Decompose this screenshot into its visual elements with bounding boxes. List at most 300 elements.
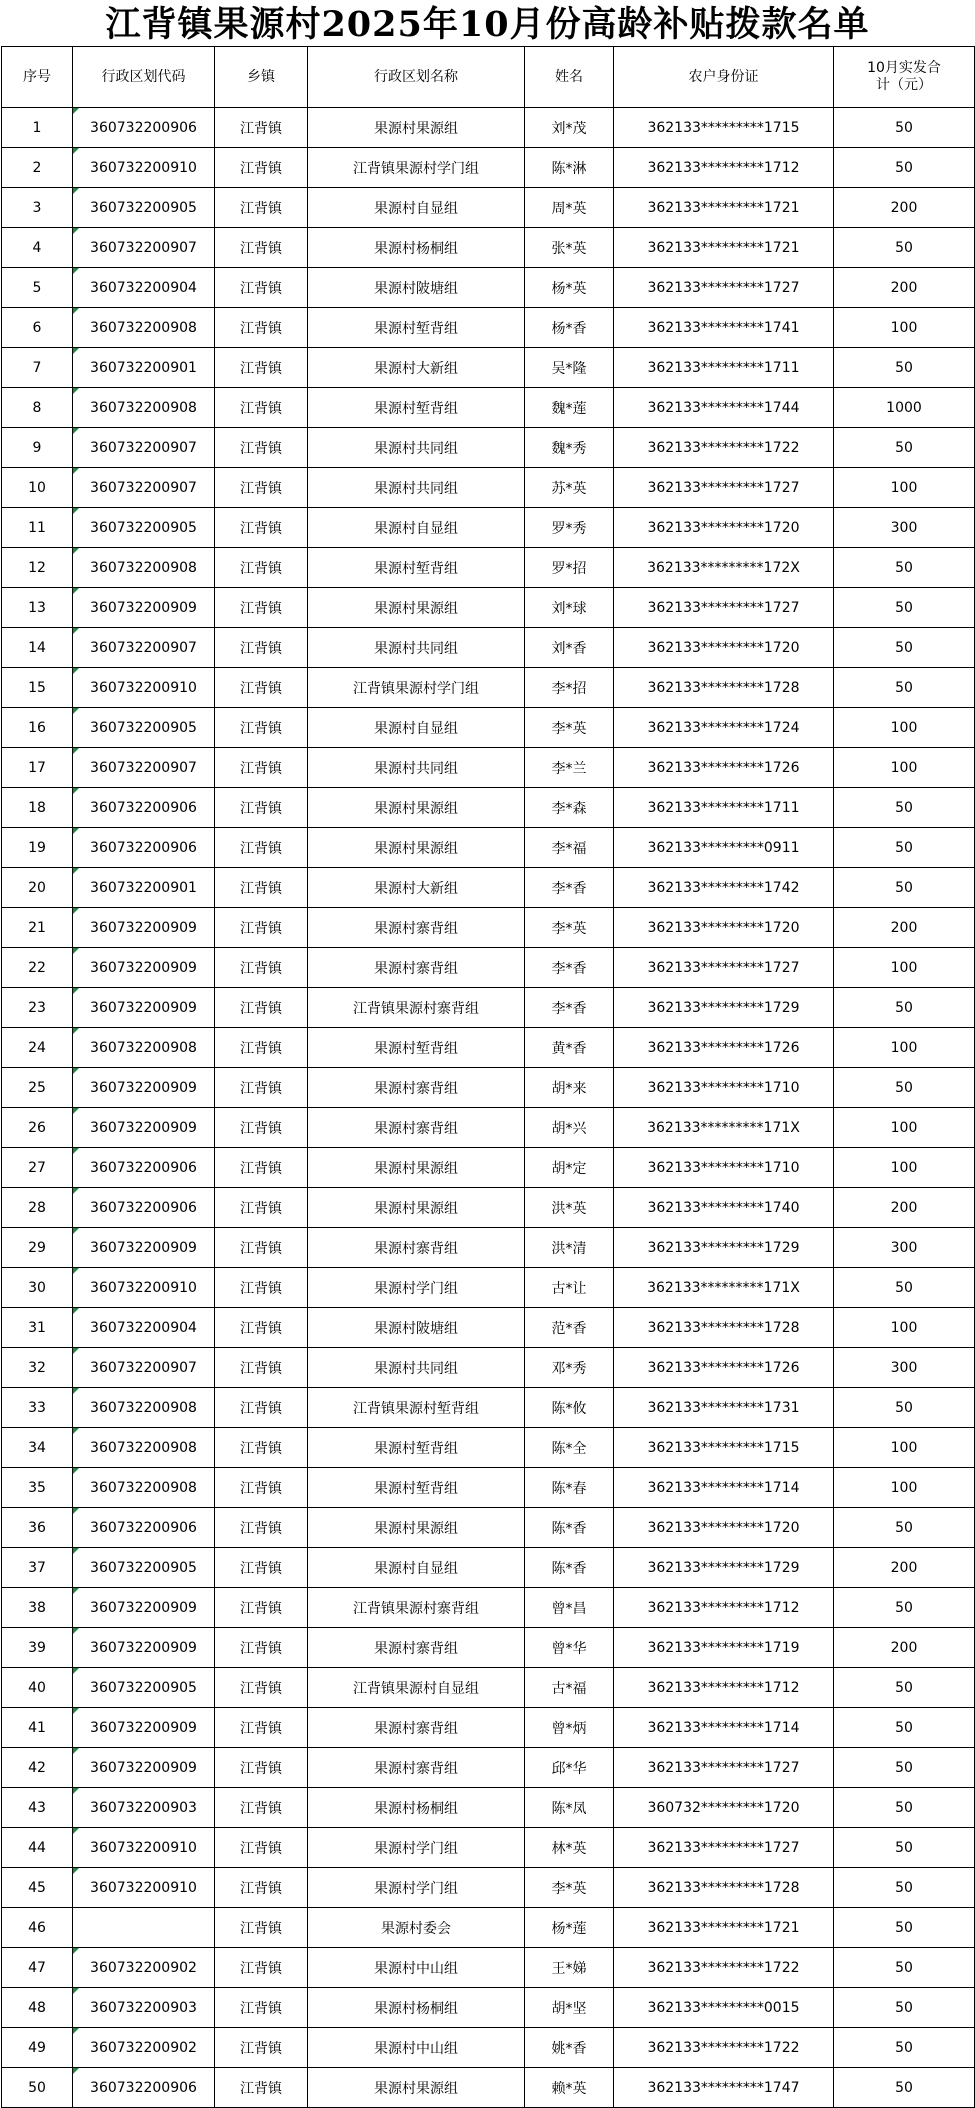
cell-index: 22 xyxy=(2,948,73,988)
cell-amount: 200 xyxy=(834,1628,975,1668)
cell-amount: 50 xyxy=(834,1748,975,1788)
header-town: 乡镇 xyxy=(215,47,308,108)
cell-amount: 200 xyxy=(834,268,975,308)
cell-region-code: 360732200907 xyxy=(73,428,215,468)
cell-town: 江背镇 xyxy=(215,1868,308,1908)
cell-name: 杨*莲 xyxy=(525,1908,614,1948)
cell-town: 江背镇 xyxy=(215,1948,308,1988)
cell-amount: 50 xyxy=(834,668,975,708)
cell-id-card: 362133*********1712 xyxy=(614,148,834,188)
cell-amount: 50 xyxy=(834,1708,975,1748)
cell-name: 张*英 xyxy=(525,228,614,268)
cell-name: 李*香 xyxy=(525,868,614,908)
table-row xyxy=(2,1668,975,1708)
cell-region-code: 360732200908 xyxy=(73,1028,215,1068)
cell-index: 30 xyxy=(2,1268,73,1308)
cell-amount: 50 xyxy=(834,1508,975,1548)
table-row xyxy=(2,1788,975,1828)
cell-id-card: 362133*********1727 xyxy=(614,948,834,988)
cell-region-name: 果源村共同组 xyxy=(308,628,525,668)
cell-region-code: 360732200905 xyxy=(73,508,215,548)
cell-town: 江背镇 xyxy=(215,1548,308,1588)
cell-name: 苏*英 xyxy=(525,468,614,508)
table-row xyxy=(2,1548,975,1588)
cell-index: 36 xyxy=(2,1508,73,1548)
cell-name: 杨*英 xyxy=(525,268,614,308)
cell-town: 江背镇 xyxy=(215,1148,308,1188)
table-row xyxy=(2,948,975,988)
table-row xyxy=(2,1348,975,1388)
cell-name: 罗*秀 xyxy=(525,508,614,548)
cell-town: 江背镇 xyxy=(215,1908,308,1948)
cell-id-card: 362133*********1721 xyxy=(614,1908,834,1948)
cell-town: 江背镇 xyxy=(215,1028,308,1068)
cell-region-name: 果源村中山组 xyxy=(308,1948,525,1988)
cell-index: 5 xyxy=(2,268,73,308)
cell-name: 王*娣 xyxy=(525,1948,614,1988)
cell-amount: 50 xyxy=(834,2028,975,2068)
cell-index: 39 xyxy=(2,1628,73,1668)
cell-amount: 50 xyxy=(834,588,975,628)
table-row xyxy=(2,108,975,148)
cell-id-card: 362133*********0911 xyxy=(614,828,834,868)
cell-region-code: 360732200907 xyxy=(73,228,215,268)
cell-town: 江背镇 xyxy=(215,1388,308,1428)
cell-index: 13 xyxy=(2,588,73,628)
cell-amount: 50 xyxy=(834,1268,975,1308)
cell-region-name: 果源村自显组 xyxy=(308,708,525,748)
cell-name: 胡*坚 xyxy=(525,1988,614,2028)
cell-amount: 50 xyxy=(834,428,975,468)
cell-name: 刘*茂 xyxy=(525,108,614,148)
cell-region-code: 360732200910 xyxy=(73,1268,215,1308)
header-region-name: 行政区划名称 xyxy=(308,47,525,108)
cell-town: 江背镇 xyxy=(215,1468,308,1508)
cell-region-code: 360732200906 xyxy=(73,828,215,868)
cell-region-name: 江背镇果源村自显组 xyxy=(308,1668,525,1708)
cell-amount: 200 xyxy=(834,1188,975,1228)
table-row xyxy=(2,1748,975,1788)
cell-region-name: 果源村寨背组 xyxy=(308,1708,525,1748)
table-row xyxy=(2,348,975,388)
table-row xyxy=(2,1988,975,2028)
cell-region-name: 果源村委会 xyxy=(308,1908,525,1948)
cell-amount: 50 xyxy=(834,348,975,388)
cell-town: 江背镇 xyxy=(215,1708,308,1748)
cell-index: 26 xyxy=(2,1108,73,1148)
cell-index: 50 xyxy=(2,2068,73,2108)
table-row xyxy=(2,1068,975,1108)
table-header-row xyxy=(2,47,975,108)
cell-region-code: 360732200907 xyxy=(73,1348,215,1388)
cell-id-card: 362133*********1728 xyxy=(614,668,834,708)
header-region-code: 行政区划代码 xyxy=(73,47,215,108)
cell-region-name: 果源村自显组 xyxy=(308,508,525,548)
cell-region-name: 果源村共同组 xyxy=(308,428,525,468)
table-row xyxy=(2,508,975,548)
cell-index: 32 xyxy=(2,1348,73,1388)
cell-id-card: 362133*********1712 xyxy=(614,1588,834,1628)
cell-region-code: 360732200909 xyxy=(73,948,215,988)
table-row xyxy=(2,1868,975,1908)
cell-region-code xyxy=(73,1908,215,1948)
cell-town: 江背镇 xyxy=(215,268,308,308)
cell-id-card: 362133*********1720 xyxy=(614,628,834,668)
table-row xyxy=(2,628,975,668)
cell-region-name: 果源村学门组 xyxy=(308,1828,525,1868)
cell-region-name: 江背镇果源村学门组 xyxy=(308,668,525,708)
cell-region-code: 360732200901 xyxy=(73,868,215,908)
cell-region-name: 果源村杨桐组 xyxy=(308,1988,525,2028)
cell-region-code: 360732200901 xyxy=(73,348,215,388)
cell-id-card: 362133*********1714 xyxy=(614,1708,834,1748)
table-row xyxy=(2,708,975,748)
cell-region-name: 果源村寨背组 xyxy=(308,1628,525,1668)
cell-name: 李*森 xyxy=(525,788,614,828)
cell-region-code: 360732200906 xyxy=(73,788,215,828)
cell-region-name: 江背镇果源村堑背组 xyxy=(308,1388,525,1428)
table-row xyxy=(2,1428,975,1468)
table-row xyxy=(2,1628,975,1668)
cell-name: 李*英 xyxy=(525,708,614,748)
cell-amount: 100 xyxy=(834,708,975,748)
cell-id-card: 362133*********1727 xyxy=(614,1748,834,1788)
cell-region-name: 果源村果源组 xyxy=(308,588,525,628)
cell-name: 洪*英 xyxy=(525,1188,614,1228)
cell-id-card: 362133*********1729 xyxy=(614,988,834,1028)
cell-region-code: 360732200905 xyxy=(73,1548,215,1588)
cell-amount: 50 xyxy=(834,1388,975,1428)
cell-id-card: 362133*********1731 xyxy=(614,1388,834,1428)
cell-name: 吴*隆 xyxy=(525,348,614,388)
cell-town: 江背镇 xyxy=(215,308,308,348)
cell-index: 45 xyxy=(2,1868,73,1908)
cell-amount: 100 xyxy=(834,948,975,988)
cell-index: 6 xyxy=(2,308,73,348)
cell-region-code: 360732200909 xyxy=(73,588,215,628)
cell-region-code: 360732200907 xyxy=(73,748,215,788)
table-row xyxy=(2,588,975,628)
cell-town: 江背镇 xyxy=(215,948,308,988)
header-id-card: 农户身份证 xyxy=(614,47,834,108)
cell-region-name: 江背镇果源村寨背组 xyxy=(308,1588,525,1628)
cell-amount: 50 xyxy=(834,988,975,1028)
cell-amount: 100 xyxy=(834,1028,975,1068)
cell-id-card: 362133*********1715 xyxy=(614,1428,834,1468)
cell-name: 刘*球 xyxy=(525,588,614,628)
cell-amount: 100 xyxy=(834,748,975,788)
cell-id-card: 362133*********1720 xyxy=(614,1508,834,1548)
table-row xyxy=(2,828,975,868)
cell-region-code: 360732200902 xyxy=(73,1948,215,1988)
cell-amount: 300 xyxy=(834,1228,975,1268)
cell-region-code: 360732200909 xyxy=(73,1708,215,1748)
cell-name: 曾*昌 xyxy=(525,1588,614,1628)
cell-id-card: 362133*********171X xyxy=(614,1108,834,1148)
cell-amount: 1000 xyxy=(834,388,975,428)
cell-region-name: 江背镇果源村学门组 xyxy=(308,148,525,188)
cell-region-code: 360732200906 xyxy=(73,1148,215,1188)
cell-region-code: 360732200910 xyxy=(73,668,215,708)
cell-index: 33 xyxy=(2,1388,73,1428)
cell-name: 陈*春 xyxy=(525,1468,614,1508)
cell-region-code: 360732200905 xyxy=(73,188,215,228)
cell-town: 江背镇 xyxy=(215,508,308,548)
cell-town: 江背镇 xyxy=(215,148,308,188)
cell-index: 47 xyxy=(2,1948,73,1988)
cell-region-code: 360732200909 xyxy=(73,1748,215,1788)
cell-name: 洪*清 xyxy=(525,1228,614,1268)
cell-name: 黄*香 xyxy=(525,1028,614,1068)
cell-amount: 50 xyxy=(834,1828,975,1868)
cell-index: 17 xyxy=(2,748,73,788)
cell-index: 15 xyxy=(2,668,73,708)
table-row xyxy=(2,1148,975,1188)
cell-id-card: 362133*********1719 xyxy=(614,1628,834,1668)
cell-name: 魏*莲 xyxy=(525,388,614,428)
cell-index: 16 xyxy=(2,708,73,748)
cell-region-name: 果源村自显组 xyxy=(308,1548,525,1588)
cell-id-card: 362133*********1728 xyxy=(614,1868,834,1908)
table-row xyxy=(2,988,975,1028)
cell-id-card: 362133*********171X xyxy=(614,1268,834,1308)
cell-name: 李*兰 xyxy=(525,748,614,788)
cell-amount: 50 xyxy=(834,148,975,188)
cell-region-code: 360732200906 xyxy=(73,2068,215,2108)
cell-index: 20 xyxy=(2,868,73,908)
cell-amount: 50 xyxy=(834,828,975,868)
table-row xyxy=(2,1468,975,1508)
cell-region-code: 360732200908 xyxy=(73,1468,215,1508)
cell-region-name: 果源村大新组 xyxy=(308,868,525,908)
cell-region-name: 果源村果源组 xyxy=(308,1188,525,1228)
cell-region-name: 果源村堑背组 xyxy=(308,548,525,588)
cell-region-name: 果源村堑背组 xyxy=(308,1028,525,1068)
header-amount-text: 10月实发合计（元） xyxy=(867,60,941,93)
cell-id-card: 362133*********1722 xyxy=(614,1948,834,1988)
cell-town: 江背镇 xyxy=(215,1748,308,1788)
table-row xyxy=(2,428,975,468)
cell-region-code: 360732200907 xyxy=(73,468,215,508)
cell-town: 江背镇 xyxy=(215,708,308,748)
cell-town: 江背镇 xyxy=(215,628,308,668)
cell-region-code: 360732200910 xyxy=(73,1828,215,1868)
cell-region-code: 360732200908 xyxy=(73,1388,215,1428)
cell-name: 李*香 xyxy=(525,988,614,1028)
cell-amount: 50 xyxy=(834,1668,975,1708)
cell-index: 18 xyxy=(2,788,73,828)
cell-region-name: 果源村果源组 xyxy=(308,828,525,868)
cell-amount: 50 xyxy=(834,548,975,588)
cell-town: 江背镇 xyxy=(215,2028,308,2068)
cell-id-card: 362133*********1710 xyxy=(614,1148,834,1188)
cell-index: 38 xyxy=(2,1588,73,1628)
cell-name: 邓*秀 xyxy=(525,1348,614,1388)
cell-id-card: 362133*********1726 xyxy=(614,748,834,788)
table-row xyxy=(2,468,975,508)
cell-region-code: 360732200906 xyxy=(73,1188,215,1228)
cell-amount: 50 xyxy=(834,628,975,668)
cell-id-card: 362133*********1720 xyxy=(614,508,834,548)
cell-id-card: 362133*********1711 xyxy=(614,348,834,388)
cell-index: 24 xyxy=(2,1028,73,1068)
cell-town: 江背镇 xyxy=(215,1828,308,1868)
cell-region-code: 360732200905 xyxy=(73,1668,215,1708)
cell-amount: 50 xyxy=(834,1988,975,2028)
cell-id-card: 362133*********1727 xyxy=(614,268,834,308)
cell-region-name: 果源村果源组 xyxy=(308,788,525,828)
cell-id-card: 362133*********1742 xyxy=(614,868,834,908)
cell-region-code: 360732200909 xyxy=(73,1068,215,1108)
cell-town: 江背镇 xyxy=(215,868,308,908)
cell-town: 江背镇 xyxy=(215,1988,308,2028)
table-row xyxy=(2,1908,975,1948)
cell-id-card: 362133*********0015 xyxy=(614,1988,834,2028)
table-row xyxy=(2,2028,975,2068)
cell-amount: 100 xyxy=(834,468,975,508)
cell-town: 江背镇 xyxy=(215,2068,308,2108)
cell-amount: 200 xyxy=(834,908,975,948)
cell-index: 1 xyxy=(2,108,73,148)
cell-amount: 50 xyxy=(834,788,975,828)
cell-amount: 100 xyxy=(834,308,975,348)
cell-name: 李*英 xyxy=(525,1868,614,1908)
cell-town: 江背镇 xyxy=(215,668,308,708)
cell-id-card: 362133*********1726 xyxy=(614,1348,834,1388)
table-row xyxy=(2,1028,975,1068)
cell-region-code: 360732200909 xyxy=(73,988,215,1028)
cell-name: 李*香 xyxy=(525,948,614,988)
cell-name: 范*香 xyxy=(525,1308,614,1348)
cell-region-name: 果源村堑背组 xyxy=(308,1428,525,1468)
cell-amount: 200 xyxy=(834,188,975,228)
cell-region-code: 360732200904 xyxy=(73,1308,215,1348)
cell-name: 罗*招 xyxy=(525,548,614,588)
cell-amount: 50 xyxy=(834,1588,975,1628)
cell-id-card: 362133*********1727 xyxy=(614,1828,834,1868)
cell-region-name: 果源村果源组 xyxy=(308,108,525,148)
cell-id-card: 362133*********1722 xyxy=(614,428,834,468)
table-row xyxy=(2,788,975,828)
table-row xyxy=(2,148,975,188)
cell-index: 31 xyxy=(2,1308,73,1348)
cell-town: 江背镇 xyxy=(215,988,308,1028)
cell-town: 江背镇 xyxy=(215,228,308,268)
cell-town: 江背镇 xyxy=(215,1628,308,1668)
cell-index: 19 xyxy=(2,828,73,868)
cell-town: 江背镇 xyxy=(215,1108,308,1148)
table-row xyxy=(2,1228,975,1268)
cell-index: 8 xyxy=(2,388,73,428)
table-row xyxy=(2,748,975,788)
table-row xyxy=(2,1948,975,1988)
header-index: 序号 xyxy=(2,47,73,108)
cell-name: 林*英 xyxy=(525,1828,614,1868)
cell-index: 12 xyxy=(2,548,73,588)
cell-region-code: 360732200908 xyxy=(73,308,215,348)
cell-region-code: 360732200905 xyxy=(73,708,215,748)
cell-region-name: 果源村共同组 xyxy=(308,1348,525,1388)
table-row xyxy=(2,388,975,428)
cell-town: 江背镇 xyxy=(215,348,308,388)
cell-region-code: 360732200910 xyxy=(73,148,215,188)
table-row xyxy=(2,868,975,908)
cell-region-code: 360732200907 xyxy=(73,628,215,668)
cell-region-name: 果源村堑背组 xyxy=(308,308,525,348)
cell-region-name: 果源村寨背组 xyxy=(308,948,525,988)
cell-amount: 50 xyxy=(834,108,975,148)
cell-index: 41 xyxy=(2,1708,73,1748)
cell-town: 江背镇 xyxy=(215,1268,308,1308)
cell-amount: 50 xyxy=(834,1908,975,1948)
cell-region-name: 果源村陂塘组 xyxy=(308,268,525,308)
cell-name: 胡*来 xyxy=(525,1068,614,1108)
cell-name: 曾*炳 xyxy=(525,1708,614,1748)
cell-amount: 50 xyxy=(834,868,975,908)
cell-region-code: 360732200908 xyxy=(73,548,215,588)
cell-index: 28 xyxy=(2,1188,73,1228)
cell-amount: 100 xyxy=(834,1108,975,1148)
cell-region-code: 360732200909 xyxy=(73,1628,215,1668)
table-row xyxy=(2,1188,975,1228)
cell-id-card: 362133*********1710 xyxy=(614,1068,834,1108)
cell-name: 陈*全 xyxy=(525,1428,614,1468)
cell-name: 古*福 xyxy=(525,1668,614,1708)
table-row xyxy=(2,1828,975,1868)
cell-name: 邱*华 xyxy=(525,1748,614,1788)
cell-id-card: 362133*********1740 xyxy=(614,1188,834,1228)
cell-region-name: 果源村自显组 xyxy=(308,188,525,228)
cell-town: 江背镇 xyxy=(215,1508,308,1548)
cell-town: 江背镇 xyxy=(215,468,308,508)
cell-name: 杨*香 xyxy=(525,308,614,348)
cell-id-card: 362133*********1715 xyxy=(614,108,834,148)
cell-amount: 300 xyxy=(834,508,975,548)
cell-amount: 50 xyxy=(834,2068,975,2108)
cell-region-name: 果源村寨背组 xyxy=(308,1748,525,1788)
cell-region-name: 果源村果源组 xyxy=(308,1148,525,1188)
cell-region-name: 果源村中山组 xyxy=(308,2028,525,2068)
cell-index: 23 xyxy=(2,988,73,1028)
cell-amount: 100 xyxy=(834,1148,975,1188)
cell-region-name: 果源村共同组 xyxy=(308,748,525,788)
cell-town: 江背镇 xyxy=(215,908,308,948)
cell-index: 40 xyxy=(2,1668,73,1708)
cell-region-name: 果源村寨背组 xyxy=(308,908,525,948)
cell-town: 江背镇 xyxy=(215,1788,308,1828)
cell-name: 曾*华 xyxy=(525,1628,614,1668)
cell-name: 李*福 xyxy=(525,828,614,868)
table-row xyxy=(2,1588,975,1628)
cell-region-name: 果源村大新组 xyxy=(308,348,525,388)
cell-index: 27 xyxy=(2,1148,73,1188)
cell-town: 江背镇 xyxy=(215,1068,308,1108)
cell-region-code: 360732200902 xyxy=(73,2028,215,2068)
table-row xyxy=(2,1708,975,1748)
cell-town: 江背镇 xyxy=(215,388,308,428)
cell-index: 10 xyxy=(2,468,73,508)
cell-index: 14 xyxy=(2,628,73,668)
cell-town: 江背镇 xyxy=(215,188,308,228)
subsidy-table xyxy=(1,46,975,2108)
cell-region-code: 360732200906 xyxy=(73,1508,215,1548)
cell-index: 34 xyxy=(2,1428,73,1468)
cell-amount: 100 xyxy=(834,1308,975,1348)
cell-town: 江背镇 xyxy=(215,748,308,788)
cell-region-code: 360732200903 xyxy=(73,1788,215,1828)
cell-region-name: 果源村果源组 xyxy=(308,1508,525,1548)
cell-region-code: 360732200903 xyxy=(73,1988,215,2028)
